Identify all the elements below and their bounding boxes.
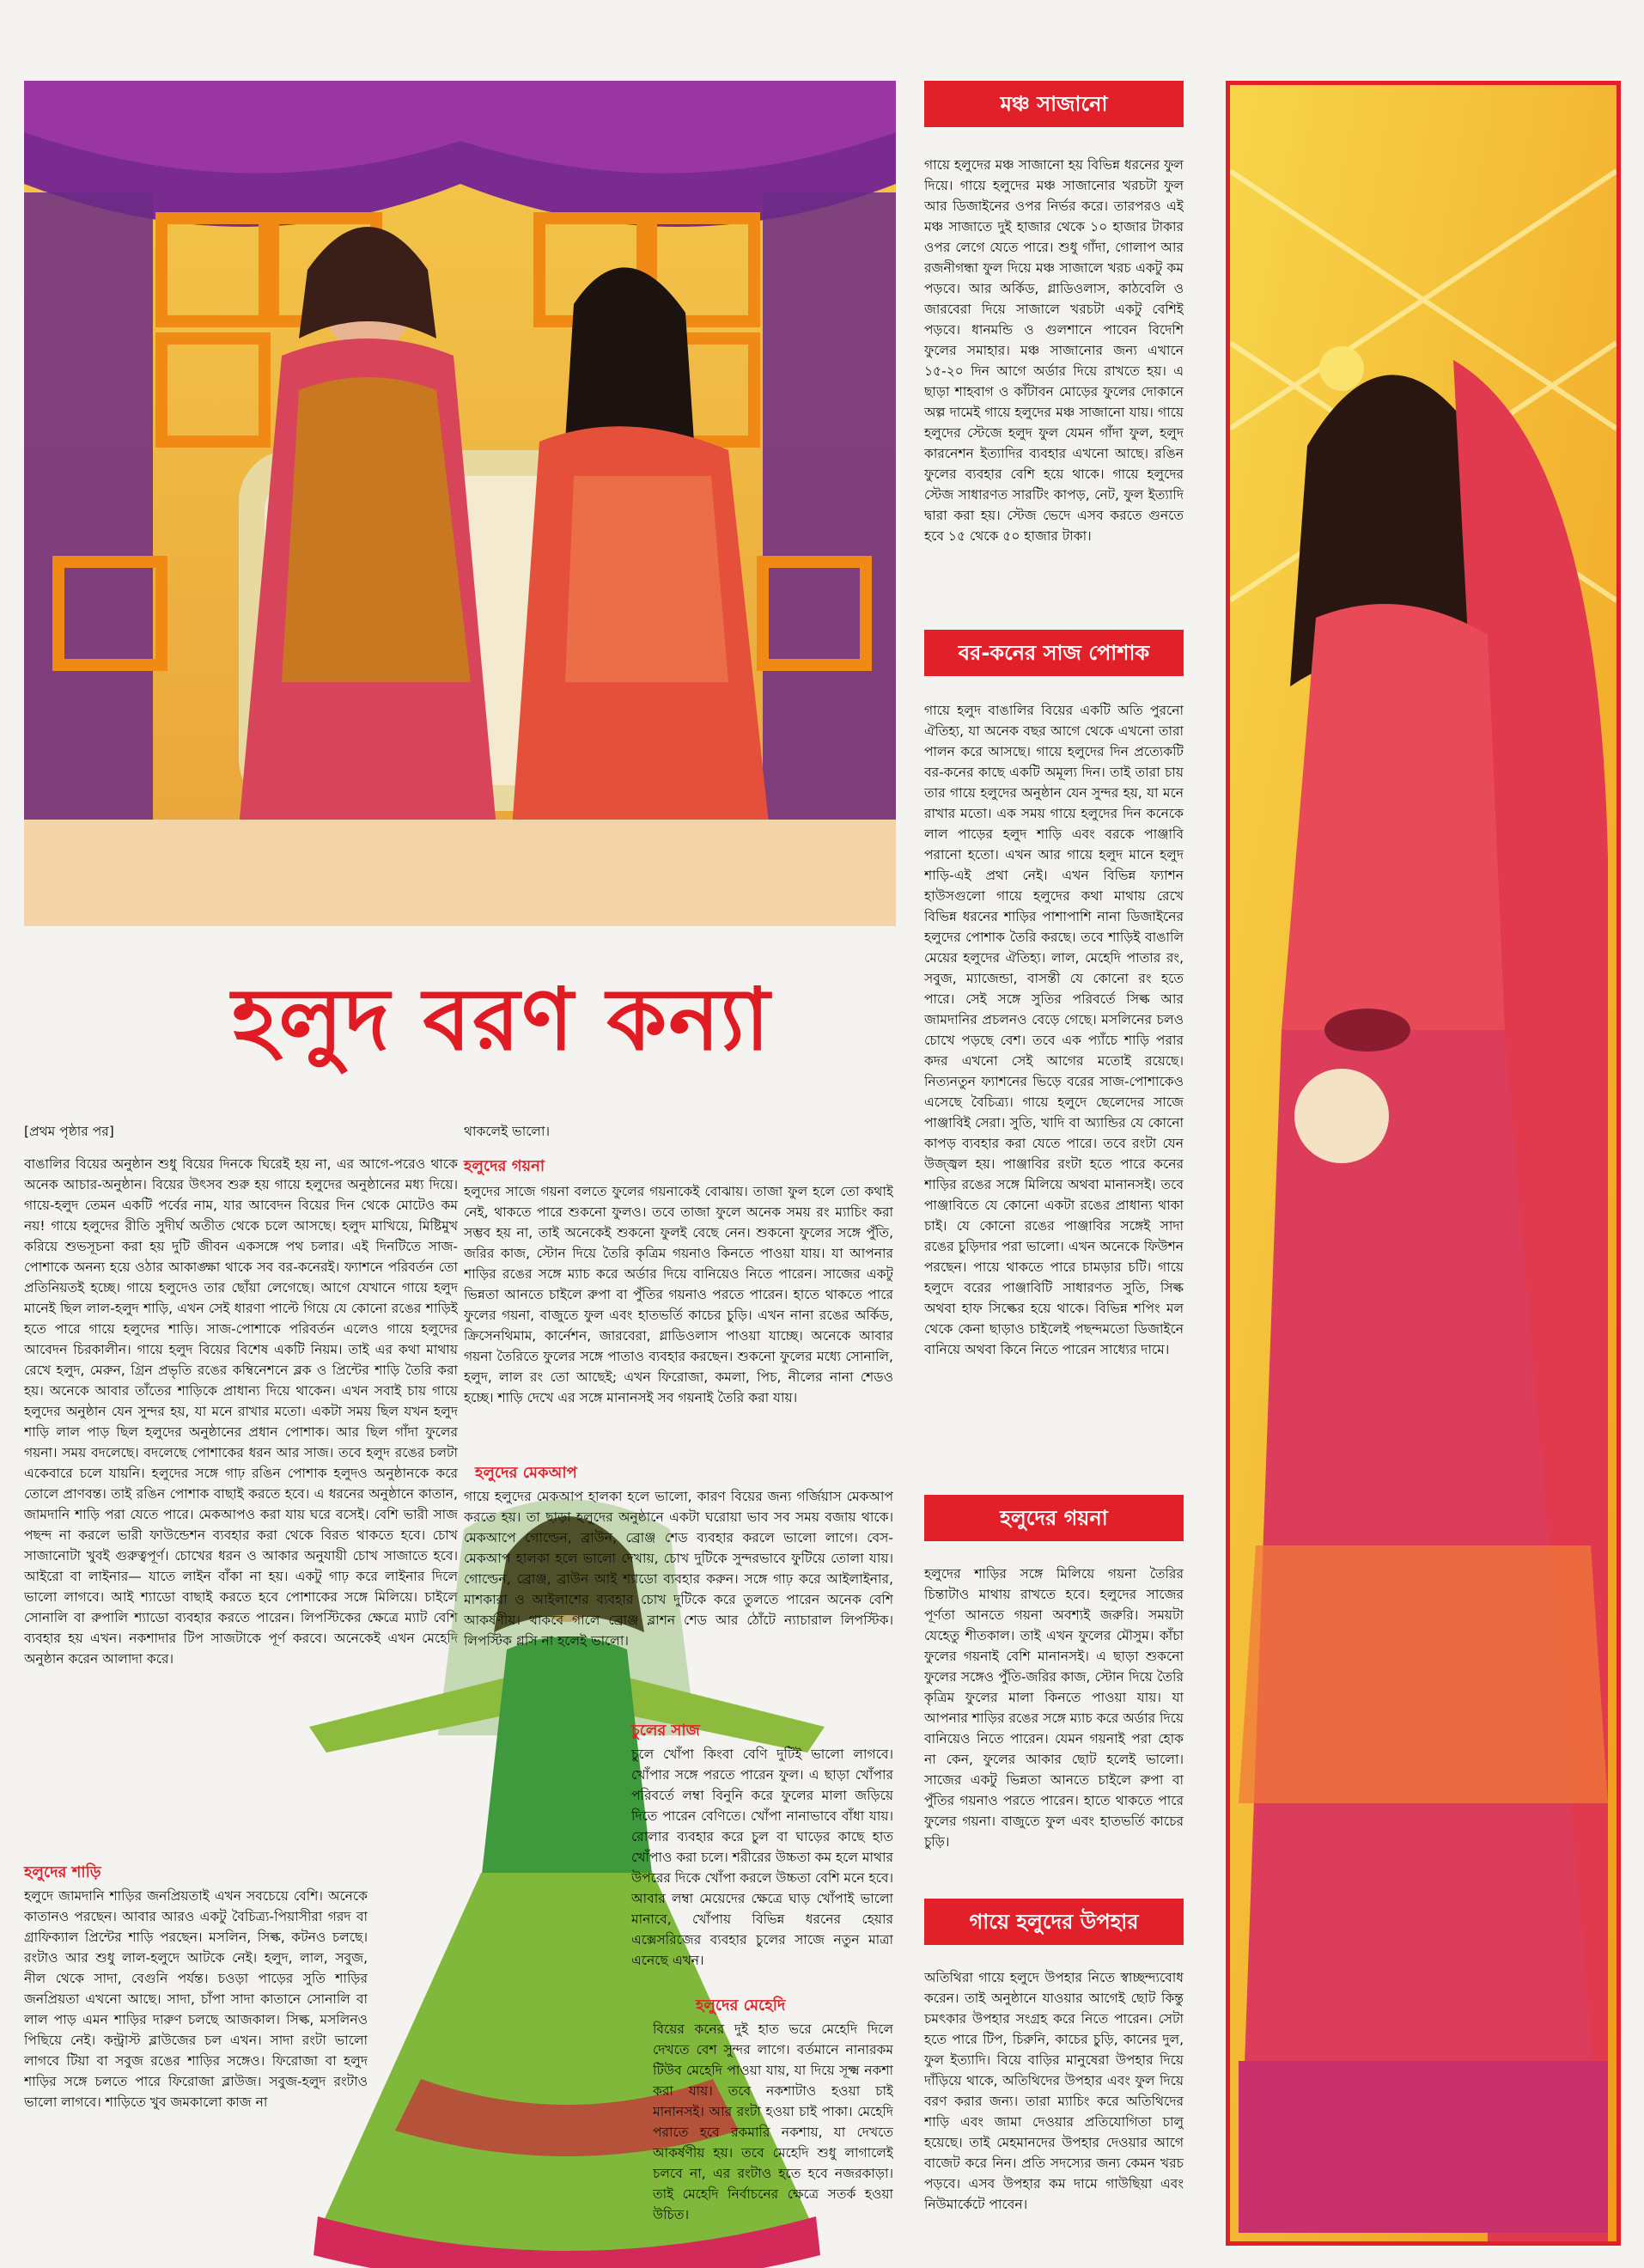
mehedi-text: বিয়ের কনের দুই হাত ভরে মেহেদি দিলে দেখতে বেশ সুন্দর লাগে। বর্তমানে নানারকম টিউব মেহেদি পাওয়া যায়, যা দিয়ে সূক্ষ্ম নকশা করা যায়। তবে নকশাটাও হওয়া চাই মানানসই। আর রংটা হওয়া চাই পাকা। মেহেদি পরাতে হবে রকমারি নকশায়, যা দেখতে আকর্ষণীয় হয়। তবে মেহেদি শুধু লাগালেই চলবে না, এর রংটাও হতে হবে নজরকাড়া। তাই মেহেদি নির্বাচনের ক্ষেত্রে সতর্ক হওয়া উচিত। xyxy=(653,2021,893,2222)
middle-gayna-heading: হলুদের গয়না xyxy=(464,1157,545,1175)
stage-text: গায়ে হলুদের মঞ্চ সাজানো হয় বিভিন্ন ধরনের ফুল দিয়ে। গায়ে হলুদের মঞ্চ সাজানোর খরচটা ফুল আর ডিজাইনের ওপর নির্ভর করে। তারপরও এই মঞ্চ সাজাতে দুই হাজার থেকে ১০ হাজার টাকার ওপর লেগে যেতে পারে। শুধু গাঁদা, গোলাপ আর রজনীগন্ধা ফুল দিয়ে মঞ্চ সাজালে খরচ একটু কম পড়বে। আর অর্কিড, গ্লাডিওলাস, কাঠবেলি ও জারবেরা দিয়ে সাজালে খরচটা একটু বেশিই পড়বে। ধানমন্ডি ও গুলশানে পাবেন বিদেশি ফুলের সমাহার। মঞ্চ সাজানোর জন্য এখানে ১৫-২০ দিন আগে অর্ডার দিয়ে রাখতে হয়। এ ছাড়া শাহবাগ ও কাঁটাবন মোড়ের ফুলের দোকানে অল্প দামেই গায়ে হলুদের মঞ্চ সাজানো যায়। গায়ে হলুদের স্টেজে হলুদ ফুল যেমন গাঁদা ফুল, হলুদ কারনেশন ইত্যাদির ব্যবহার এখনো আছে। রঙিন ফুলের ব্যবহার বেশি হয়ে থাকে। গায়ে হলুদের স্টেজ সাধারণত সারটিং কাপড়, নেট, ফুল ইত্যাদি দ্বারা করা হয়। স্টেজ ভেদে এসব করতে গুনতে হবে ১৫ থেকে ৫০ হাজার টাকা। xyxy=(924,157,1184,544)
hair-heading: চুলের সাজ xyxy=(631,1722,700,1740)
dress-text: গায়ে হলুদ বাঙালির বিয়ের একটি অতি পুরনো ঐতিহ্য, যা অনেক বছর আগে থেকে এখনো তারা পালন করে আসছে। গায়ে হলুদের দিন প্রত্যেকটি বর-কনের কাছে একটি অমূল্য দিন। তাই তারা চায় তার গায়ে হলুদের অনুষ্ঠান যেন সুন্দর হয়, যা মনে রাখার মতো। এক সময় গায়ে হলুদের দিন কনেকে লাল পাড়ের হলুদ শাড়ি এবং বরকে পাঞ্জাবি পরানো হতো। এখন আর গায়ে হলুদ মানে হলুদ শাড়ি-এই প্রথা নেই। এখন বিভিন্ন ফ্যাশন হাউসগুলো গায়ে হলুদের কথা মাথায় রেখে বিভিন্ন ধরনের শাড়ির পাশাপাশি নানা ডিজাইনের হলুদের পোশাক তৈরি করছে। তবে শাড়িই বাঙালি মেয়ের হলুদের ঐতিহ্য। লাল, মেহেদি পাতার রং, সবুজ, ম্যাজেন্ডা, বাসন্তী যে কোনো রং হতে পারে। সেই সঙ্গে সুতির পরিবর্তে সিল্ক আর জামদানির প্রচলনও বেড়ে গেছে। মসলিনের চলও চোখে পড়ছে বেশ। তবে এক প্যাঁচে শাড়ি পরার কদর এখনো সেই আগের মতোই রয়েছে। নিত্যনতুন ফ্যাশনের ভিড়ে বরের সাজ-পোশাকেও এসেছে বৈচিত্র্য। গায়ে হলুদে ছেলেদের সাজে পাঞ্জাবিই সেরা। সুতি, খাদি বা অ্যান্ডির যে কোনো কাপড় ব্যবহার করা যেতে পারে। তবে রংটা যেন উজ্জ্বল হয়। পাঞ্জাবির রংটা হতে পারে কনের শাড়ির রঙের সঙ্গে মিলিয়ে অথবা মানানসই। তবে পাঞ্জাবিতে যে কোনো একটা রঙের প্রাধান্য থাকা চাই। যে কোনো রঙের পাঞ্জাবির সঙ্গেই সাদা রঙের চুড়িদার পরা ভালো। এখন অনেকে ফিউশন পরছেন। পায়ে থাকতে পারে চামড়ার চটি। গায়ে হলুদে বরের পাঞ্জাবিটি সাধারণত সুতি, সিল্ক অথবা হাফ সিল্কের হয়ে থাকে। বিভিন্ন শপিং মল থেকে কেনা ছাড়াও চাইলেই পছন্দমতো ডিজাইনে বানিয়ে অথবা কিনে নিতে পারেন সাধ্যের দামে। xyxy=(924,703,1184,1357)
sari-heading: হলুদের শাড়ি xyxy=(24,1863,101,1881)
gift-text: অতিথিরা গায়ে হলুদে উপহার নিতে স্বাচ্ছন্দ্যবোধ করেন। তাই অনুষ্ঠানে যাওয়ার আগেই ছোট কিন্তু চমৎকার উপহার সংগ্রহ করে নিতে পারেন। সেটা হতে পারে টিপ, চিরুনি, কাচের চুড়ি, কানের দুল, ফুল ইত্যাদি। বিয়ে বাড়ির মানুষেরা উপহার দিয়ে দাঁড়িয়ে থাকে, অতিথিদের উপহার এবং ফুল দিয়ে বরণ করার জন্য। তারা ম্যাচিং করে অতিথিদের শাড়ি এবং জামা দেওয়ার প্রতিযোগিতা চালু হয়েছে। তাই মেহমানদের উপহার দেওয়ার আগে বাজেট করে নিন। প্রতি সদস্যের জন্য কেমন খরচ পড়বে। এসব উপহার কম দামে গাউছিয়া এবং নিউমার্কেটে পাবেন। xyxy=(924,1970,1184,2212)
middle-gayna-text: হলুদের সাজে গয়না বলতে ফুলের গয়নাকেই বোঝায়। তাজা ফুল হলে তো কথাই নেই, থাকতে পারে শুকনো ফুলও। তবে তাজা ফুলে অনেক সময় রং ম্যাচিং করা সম্ভব হয় না, তাই অনেকেই শুকনো ফুলই বেছে নেন। শুকনো ফুলের সঙ্গে পুঁতি, জরির কাজ, স্টোন দিয়ে তৈরি কৃত্রিম গয়নাও কিনতে পাওয়া যায়। যা আপনার শাড়ির রঙের সঙ্গে ম্যাচ করে অর্ডার দিয়ে বানিয়েও নিতে পারেন। সাজের একটু ভিন্নতা আনতে চাইলে রুপা বা পুঁতির গয়নাও পরতে পারেন। হাতে থাকতে পারে ফুলের গয়না, বাজুতে ফুল এবং হাতভর্তি কাচের চুড়ি। এখন নানা রঙের অর্কিড, ক্রিসেনথিমাম, কার্নেশন, জারবেরা, গ্লাডিওলাস পাওয়া যাচ্ছে। অনেকে আবার গয়না তৈরিতে ফুলের সঙ্গে পাতাও ব্যবহার করছেন। শুকনো ফুলের মধ্যে সোনালি, হলুদ, লাল রং তো আছেই; এখন ফিরোজা, কমলা, পিচ, নীলের নানা শেডও হচ্ছে। শাড়ি দেখে এর সঙ্গে মানানসই সব গয়নাই তৈরি করা যায়। xyxy=(464,1184,893,1405)
makeup-heading: হলুদের মেকআপ xyxy=(475,1464,577,1482)
middle-continued: থাকলেই ভালো। xyxy=(464,1124,551,1139)
photo-bride-and-mother xyxy=(24,81,896,926)
continued-note: [প্রথম পৃষ্ঠার পর] xyxy=(24,1124,114,1139)
mehedi-heading: হলুদের মেহেদি xyxy=(696,1997,786,2015)
dress-heading: বর-কনের সাজ পোশাক xyxy=(924,630,1184,676)
hair-text: চুলে খোঁপা কিংবা বেণি দুটিই ভালো লাগবে। খোঁপার সঙ্গে পরতে পারেন ফুল। এ ছাড়া খোঁপার পরিবর্তে লম্বা বিনুনি করে ফুলের মালা জড়িয়ে দিতে পারেন বেণিতে। খোঁপা নানাভাবে বাঁধা যায়। রোলার ব্যবহার করে চুল বা ঘাড়ের কাছে হাত খোঁপাও করা চলে। শরীরের উচ্চতা কম হলে মাথার উপরের দিকে খোঁপা করলে উচ্চতা বেশি মনে হবে। আবার লম্বা মেয়েদের ক্ষেত্রে ঘাড় খোঁপাই ভালো মানাবে, খোঁপায় বিভিন্ন ধরনের হেয়ার এক্সেসরিজের ব্যবহার চুলের সাজে নতুন মাত্রা এনেছে এখন। xyxy=(631,1747,893,1968)
right-gayna-heading: হলুদের গয়না xyxy=(924,1495,1184,1541)
sari-text: হলুদে জামদানি শাড়ির জনপ্রিয়তাই এখন সবচেয়ে বেশি। অনেকে কাতানও পরছেন। আবার আরও একটু বৈচিত্র্য-পিয়াসীরা গরদ বা গ্রাফিক্যাল প্রিন্টের শাড়ি পরছেন। মসলিন, সিল্ক, কটনও চলছে। রংটাও আর শুধু লাল-হলুদে আটকে নেই। হলুদ, লাল, সবুজ, নীল থেকে সাদা, বেগুনি পর্যন্ত। চওড়া পাড়ের সুতি শাড়ির জনপ্রিয়তা এখনো আছে। সাদা, চাঁপা সাদা কাতানে সোনালি বা লাল পাড় এমন শাড়ির দারুণ চলছে আজকাল। সিল্ক, মসলিনও পিছিয়ে নেই। কন্ট্রাস্ট ব্লাউজের চল এখন। সাদা রংটা ভালো লাগবে টিয়া বা সবুজ রঙের শাড়ির সঙ্গেও। ফিরোজা বা হলুদ শাড়ির সঙ্গে চলতে পারে ফিরোজা ব্লাউজ। সবুজ-হলুদ রংটাও ভালো লাগবে। শাড়িতে খুব জমকালো কাজ না xyxy=(24,1888,368,2110)
photo-bride-in-yellow xyxy=(1226,81,1621,2246)
stage-heading: মঞ্চ সাজানো xyxy=(924,81,1184,127)
intro-text: বাঙালির বিয়ের অনুষ্ঠান শুধু বিয়ের দিনকে ঘিরেই হয় না, এর আগে-পরেও থাকে অনেক আচার-অনুষ্ঠান। বিয়ের উৎসব শুরু হয় গায়ে হলুদের অনুষ্ঠানের মধ্য দিয়ে। গায়ে-হলুদ তেমন একটি পর্বের নাম, যার আবেদন বিয়ের দিন থেকে মোটেও কম নয়! গায়ে হলুদের রীতি সুদীর্ঘ অতীত থেকে চলে আসছে। হলুদ মাখিয়ে, মিষ্টিমুখ করিয়ে শুভসূচনা করা হয় দুটি জীবন একসঙ্গে পথ চলার। এই দিনটিতে সাজ-পোশাকে অনন্য হয়ে ওঠার আকাঙ্ক্ষা থাকে সব বর-কনেরই। ফ্যাশনে পরিবর্তন তো প্রতিনিয়তই হচ্ছে। গায়ে হলুদেও তার ছোঁয়া লেগেছে। আগে যেখানে গায়ে হলুদ মানেই ছিল লাল-হলুদ শাড়ি, এখন সেই ধারণা পাল্টে গিয়ে যে কোনো রঙের শাড়িই হতে পারে গায়ে হলুদের শাড়ি। সাজ-পোশাকে পরিবর্তন এলেও গায়ে হলুদের আবেদন চিরকালীন। গায়ে হলুদ বিয়ের বিশেষ একটি নিয়ম। তাই এর কথা মাথায় রেখে হলুদ, মেরুন, গ্রিন প্রভৃতি রঙের কম্বিনেশনে ব্লক ও প্রিন্টের শাড়ি তৈরি করা হয়। অনেকে আবার তাঁতের শাড়িকে প্রাধান্য দিয়ে থাকেন। এখন সবাই চায় গায়ে হলুদের অনুষ্ঠান যেন সুন্দর হয়, যা মনে রাখার মতো। একটা সময় ছিল যখন হলুদ শাড়ি লাল পাড় ছিল হলুদের অনুষ্ঠানের প্রধান পোশাক। আর ছিল গাঁদা ফুলের গয়না। সময় বদলেছে। বদলেছে পোশাকের ধরন আর সাজ। তবে হলুদ রঙের চলটা একেবারে চলে যায়নি। হলুদের সঙ্গে গাঢ় রঙিন পোশাক হলুদও অনুষ্ঠানকে করে তোলে প্রাণবন্ত। তাই রঙিন পোশাক বাছাই করতে হবে। এ ধরনের অনুষ্ঠানে কাতান, জামদানি শাড়ি পরা যেতে পারে। মেকআপও করা যায় ঘরে বসেই। বেশি ভারী সাজ পছন্দ না করলে ভারী ফাউন্ডেশন ব্যবহার করা থেকে বিরত থাকতে হবে। চোখ সাজানোটা খুবই গুরুত্বপূর্ণ। চোখের ধরন ও আকার অনুযায়ী চোখ সাজাতে হবে। আইরো বা লাইনার— যাতে লাইন বাঁকা না হয়। একটু গাঢ় করে লাইনার দিলে ভালো লাগবে। আই শ্যাডো বাছাই করতে হবে পোশাকের সঙ্গে মিলিয়ে। চাইলে সোনালি বা রুপালি শ্যাডো ব্যবহার করতে পারেন। লিপস্টিকের ক্ষেত্রে ম্যাট বেশি ব্যবহার হয় এখন। নকশাদার টিপ সাজটাকে পূর্ণ করবে। অনেকেই এখন মেহেদি অনুষ্ঠান করেন আলাদা করে। xyxy=(24,1156,458,1667)
gift-heading: গায়ে হলুদের উপহার xyxy=(924,1899,1184,1945)
right-gayna-text: হলুদের শাড়ির সঙ্গে মিলিয়ে গয়না তৈরির চিন্তাটাও মাথায় রাখতে হবে। হলুদের সাজের পূর্ণতা আনতে গয়না অবশ্যই জরুরি। সময়টা যেহেতু শীতকাল। তাই এখন ফুলের মৌসুম। কাঁচা ফুলের গয়নাই বেশি মানানসই। এ ছাড়া শুকনো ফুলের সঙ্গেও পুঁতি-জরির কাজ, স্টোন দিয়ে তৈরি কৃত্রিম ফুলের মালা কিনতে পাওয়া যায়। যা আপনার শাড়ির রঙের সঙ্গে ম্যাচ করে অর্ডার দিয়ে বানিয়েও নিতে পারেন। যেমন গয়নাই পরা হোক না কেন, ফুলের আকার ছোট হলেই ভালো। সাজের একটু ভিন্নতা আনতে চাইলে রুপা বা পুঁতির গয়নাও পরতে পারেন। হাতে থাকতে পারে ফুলের গয়না। বাজুতে ফুল এবং হাতভর্তি কাচের চুড়ি। xyxy=(924,1566,1184,1850)
page-title: হলুদ বরণ কন্যা xyxy=(232,968,771,1070)
makeup-text: গায়ে হলুদের মেকআপ হালকা হলে ভালো, কারণ বিয়ের জন্য গর্জিয়াস মেকআপ করতে হয়। তা ছাড়া হলুদের অনুষ্ঠানে একটা ঘরোয়া ভাব সব সময় বজায় থাকে। মেকআপে গোল্ডেন, ব্রাউন, ব্রোঞ্জ শেড ব্যবহার করলে ভালো লাগে। বেস-মেকআপ হালকা হলে ভালো দেখায়, চোখ দুটিকে সুন্দরভাবে ফুটিয়ে তোলা যায়। গোল্ডেন, ব্রোঞ্জ, ব্রাউন আই শ্যাডো ব্যবহার করুন। সঙ্গে গাঢ় করে আইলাইনার, মাশকারা ও আইলাশের ব্যবহার চোখ দুটিকে করে তুলতে পারেন অনেক বেশি আকর্ষণীয়। থাকবে গালে ব্রোঞ্জ ব্লাশন শেড আর ঠোঁটে ন্যাচারাল লিপস্টিক। লিপস্টিক গ্লসি না হলেই ভালো। xyxy=(464,1489,893,1649)
